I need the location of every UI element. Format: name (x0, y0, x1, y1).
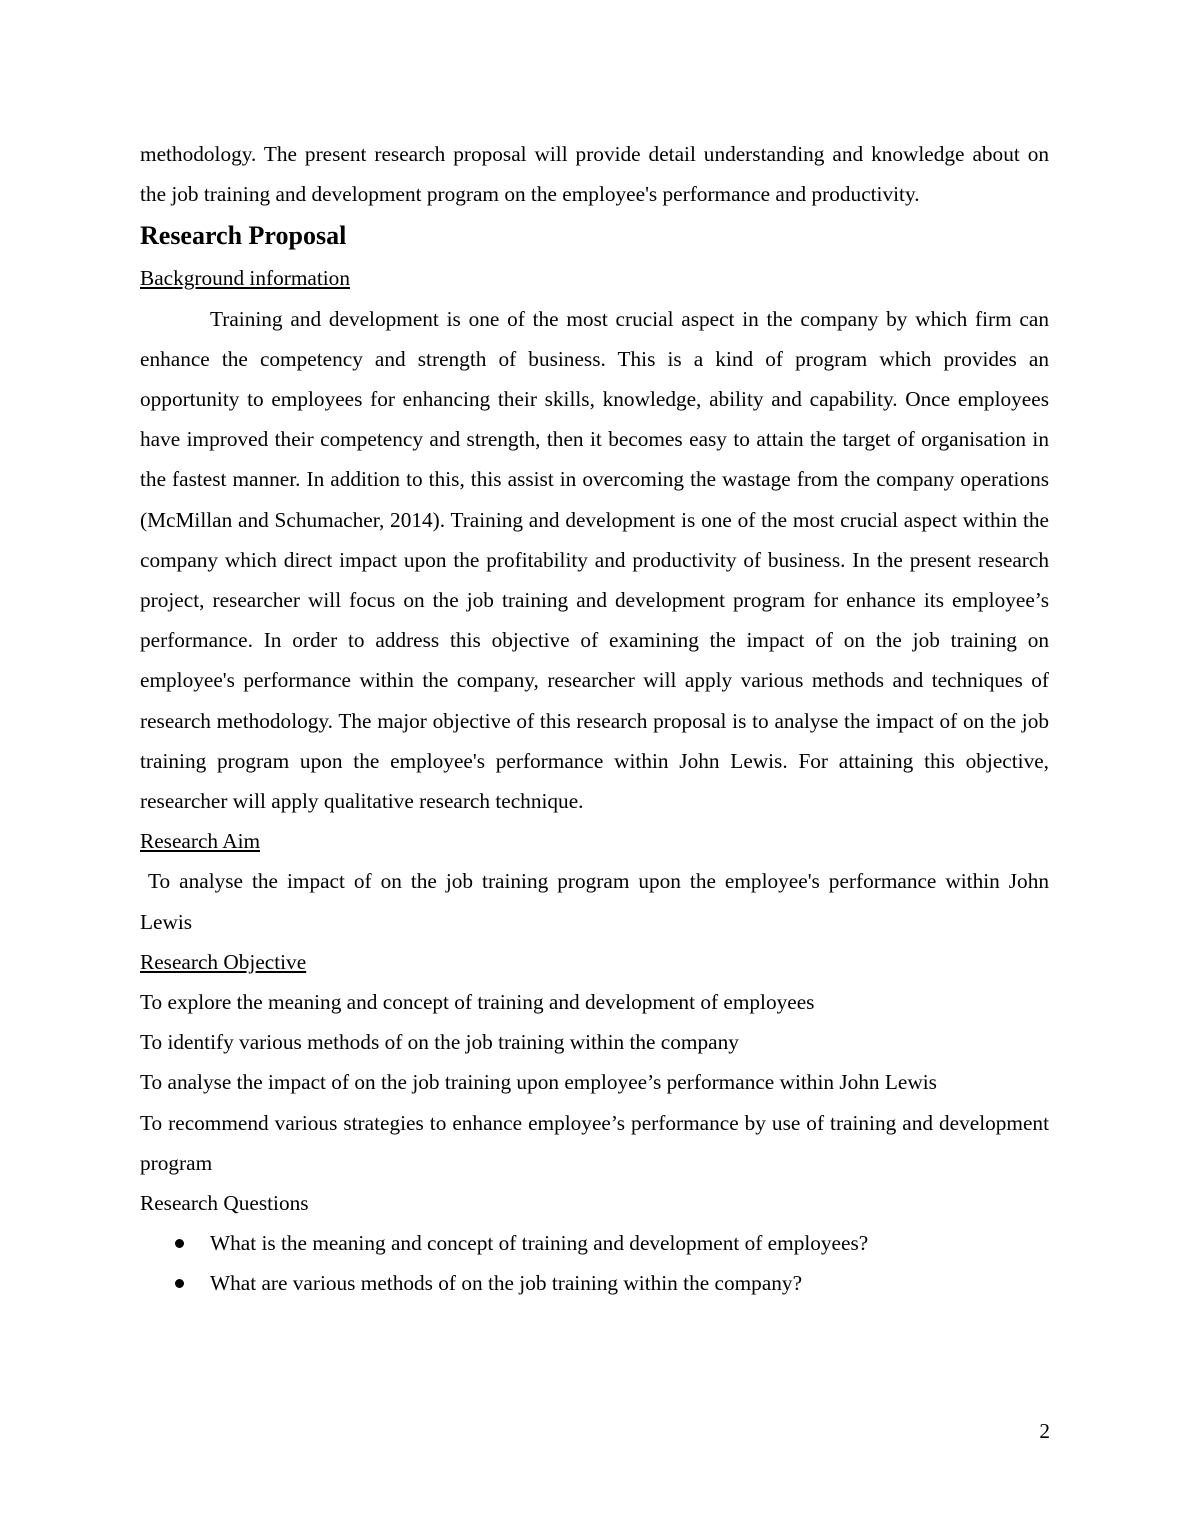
background-paragraph: Training and development is one of the most crucial aspect in the company by which firm can enhance the competency and strength of business. This is a kind of program which provides an opportunity to employees for enhancing their skills, knowledge, ability and capability. Once employees have improved their competency and strength, then it becomes easy to attain the target of organisation in the fastest manner. In addition to this, this assist in overcoming the wastage from the company operations (McMillan and Schumacher, 2014). Training and development is one of the most crucial aspect within the company which direct impact upon the profitability and productivity of business. In the present research project, researcher will focus on the job training and development program for enhance its employee’s performance. In order to address this objective of examining the impact of on the job training on employee's performance within the company, researcher will apply various methods and techniques of research methodology. The major objective of this research proposal is to analyse the impact of on the job training program upon the employee's performance within John Lewis. For attaining this objective, researcher will apply qualitative research technique. (140, 306, 1049, 814)
objective-item: To analyse the impact of on the job training upon employee’s performance within John Lewis (140, 1070, 937, 1095)
document-page (140, 134, 1049, 1304)
bullet-icon (175, 1239, 184, 1248)
aim-heading: Research Aim (140, 829, 261, 854)
objective-heading: Research Objective (140, 949, 307, 974)
objective-item: To identify various methods of on the job training within the company (140, 1030, 739, 1055)
questions-heading: Research Questions (140, 1191, 309, 1216)
questions-list (140, 1223, 1049, 1303)
question-text: What is the meaning and concept of training and development of employees? (210, 1231, 869, 1256)
background-heading: Background information (140, 266, 350, 291)
question-text: What are various methods of on the job training within the company? (210, 1271, 803, 1296)
intro-continued-paragraph: methodology. The present research proposal will provide detail understanding and knowledge about on the job training and development program on the employee's performance and productivity. (140, 142, 1049, 207)
bullet-icon (175, 1279, 184, 1288)
aim-text: To analyse the impact of on the job training program upon the employee's performance within John Lewis (140, 869, 1049, 934)
objective-item: To recommend various strategies to enhance employee’s performance by use of training and development program (140, 1110, 1049, 1175)
list-item (140, 1223, 1049, 1263)
page-number: 2 (1039, 1419, 1050, 1443)
objective-item: To explore the meaning and concept of training and development of employees (140, 990, 815, 1015)
section-title: Research Proposal (140, 221, 347, 251)
list-item (140, 1263, 1049, 1303)
